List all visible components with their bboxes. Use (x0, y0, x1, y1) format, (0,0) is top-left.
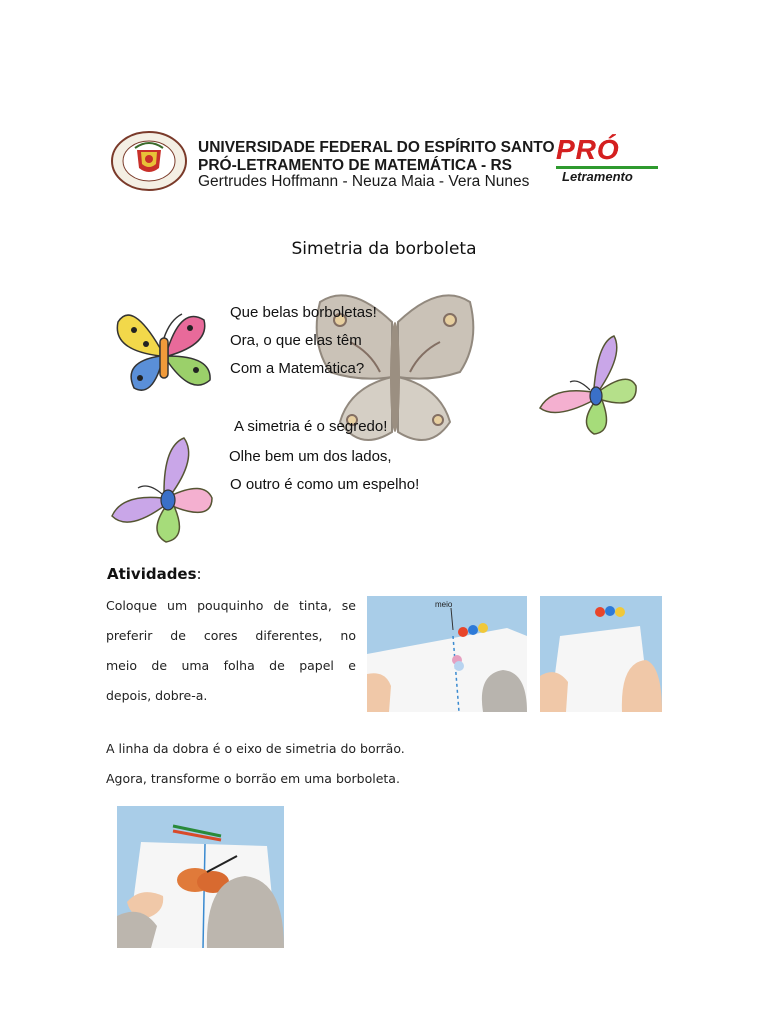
header-university: UNIVERSIDADE FEDERAL DO ESPÍRITO SANTO (198, 139, 555, 156)
activity-paragraph-line-2: preferir de cores diferentes, no (106, 628, 356, 643)
photo-drawing-butterfly (117, 806, 284, 948)
poem-line-2: Ora, o que elas têm (230, 332, 362, 349)
butterfly-illustration-2 (538, 334, 640, 438)
header-authors: Gertrudes Hoffmann - Neuza Maia - Vera Nunes (198, 173, 530, 190)
activity-sentence-2: Agora, transforme o borrão em uma borboleta. (106, 771, 400, 786)
poem-line-4: A simetria é o segredo! (234, 418, 388, 435)
poem-line-6: O outro é como um espelho! (230, 476, 420, 493)
activity-paragraph-line-1: Coloque um pouquinho de tinta, se (106, 598, 356, 613)
page-title: Simetria da borboleta (291, 239, 477, 259)
photo-folding-paper (540, 596, 662, 712)
logo-pro-text: PRÓ (556, 134, 620, 165)
pro-letramento-logo (556, 136, 660, 186)
poem-line-5: Olhe bem um dos lados, (229, 448, 392, 465)
photo-label-meio: meio (435, 600, 453, 609)
butterfly-illustration-3 (108, 436, 218, 546)
poem-line-3: Com a Matemática? (230, 360, 365, 377)
activities-heading (107, 565, 202, 583)
activity-paragraph-line-4: depois, dobre-a. (106, 688, 208, 703)
poem-line-1: Que belas borboletas! (230, 304, 377, 321)
activities-heading-colon: : (196, 565, 202, 583)
header-program: PRÓ-LETRAMENTO DE MATEMÁTICA - RS (198, 157, 513, 174)
logo-letramento-text: Letramento (562, 169, 633, 184)
butterfly-illustration-1 (112, 300, 218, 400)
photo-paint-on-paper (367, 596, 527, 712)
activities-heading-text: Atividades (107, 565, 197, 583)
activity-sentence-1: A linha da dobra é o eixo de simetria do borrão. (106, 741, 405, 756)
university-seal (110, 130, 188, 192)
activity-paragraph-line-3: meio de uma folha de papel e (106, 658, 356, 673)
